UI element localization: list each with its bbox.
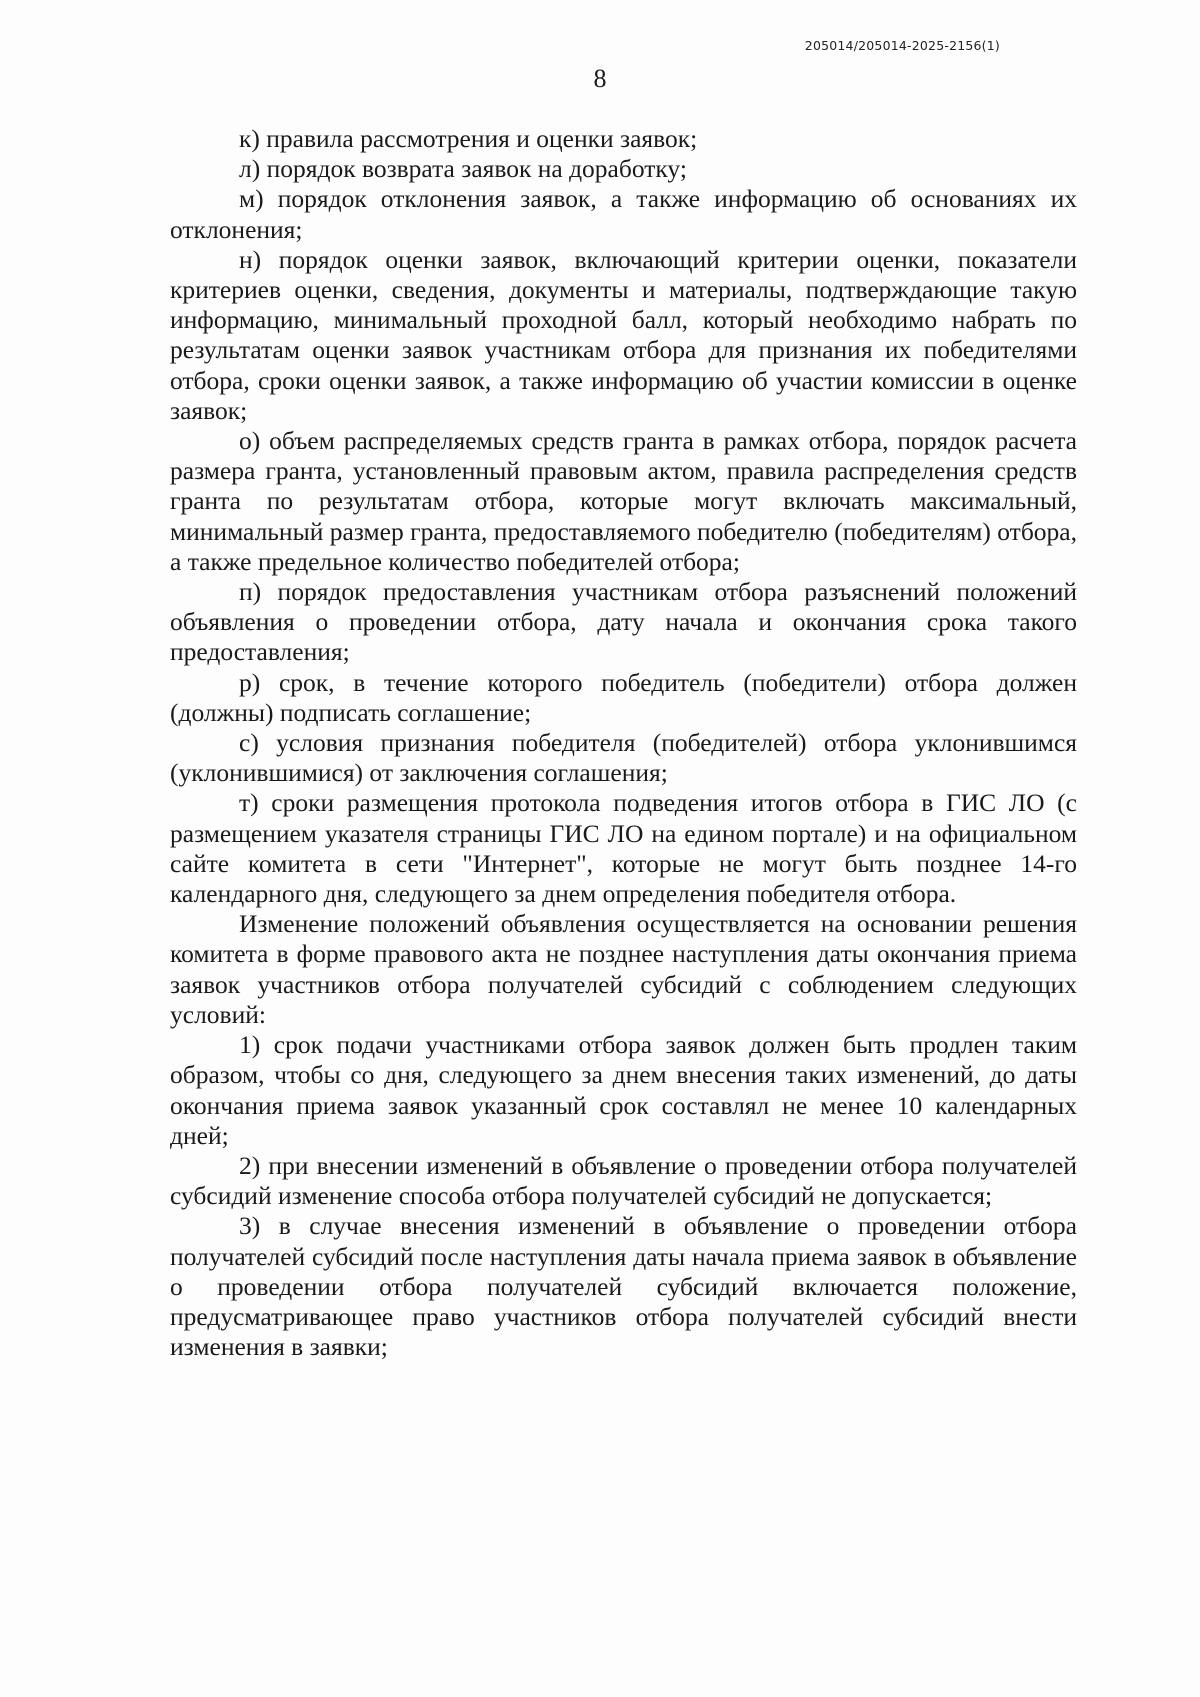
paragraph-p: п) порядок предоставления участникам отбора разъяснений положений объявления о проведении отбора, дату начала и окончания срока такого предоставления; xyxy=(170,577,1077,667)
paragraph-m: м) порядок отклонения заявок, а также информацию об основаниях их отклонения; xyxy=(170,184,1077,244)
paragraph-r: р) срок, в течение которого победитель (победители) отбора должен (должны) подписать соглашение; xyxy=(170,667,1077,727)
paragraph-condition-3: 3) в случае внесения изменений в объявление о проведении отбора получателей субсидий после наступления даты начала приема заявок в объявление о проведении отбора получателей субсидий включается положение, предусматривающее право участников отбора получателей субсидий внести изменения в заявки; xyxy=(170,1211,1077,1362)
document-body xyxy=(170,124,1077,1362)
paragraph-condition-1: 1) срок подачи участниками отбора заявок должен быть продлен таким образом, чтобы со дня, следующего за днем внесения таких изменений, до даты окончания приема заявок указанный срок составлял не менее 10 календарных дней; xyxy=(170,1030,1077,1150)
paragraph-o: о) объем распределяемых средств гранта в рамках отбора, порядок расчета размера гранта, установленный правовым актом, правила распределения средств гранта по результатам отбора, которые могут включать максимальный, минимальный размер гранта, предоставляемого победителю (победителям) отбора, а также предельное количество победителей отбора; xyxy=(170,426,1077,576)
paragraph-s: с) условия признания победителя (победителей) отбора уклонившимся (уклонившимися) от заключения соглашения; xyxy=(170,728,1077,788)
paragraph-t: т) сроки размещения протокола подведения итогов отбора в ГИС ЛО (с размещением указателя страницы ГИС ЛО на едином портале) и на официальном сайте комитета в сети "Интернет", которые не могут быть позднее 14-го календарного дня, следующего за днем определения победителя отбора. xyxy=(170,788,1077,909)
paragraph-l: л) порядок возврата заявок на доработку; xyxy=(239,154,687,184)
paragraph-condition-2: 2) при внесении изменений в объявление о проведении отбора получателей субсидий изменение способа отбора получателей субсидий не допускается; xyxy=(170,1150,1077,1211)
paragraph-n: н) порядок оценки заявок, включающий критерии оценки, показатели критериев оценки, сведения, документы и материалы, подтверждающие такую информацию, минимальный проходной балл, который необходимо набрать по результатам оценки заявок участникам отбора для признания их победителями отбора, сроки оценки заявок, а также информацию об участии комиссии в оценке заявок; xyxy=(170,244,1077,425)
page-number: 8 xyxy=(593,64,607,93)
document-id: 205014/205014-2025-2156(1) xyxy=(804,38,1000,53)
paragraph-amendment-intro: Изменение положений объявления осуществляется на основании решения комитета в форме правового акта не позднее наступления даты окончания приема заявок участников отбора получателей субсидий с соблюдением следующих условий: xyxy=(170,909,1077,1029)
paragraph-k: к) правила рассмотрения и оценки заявок; xyxy=(239,124,698,153)
